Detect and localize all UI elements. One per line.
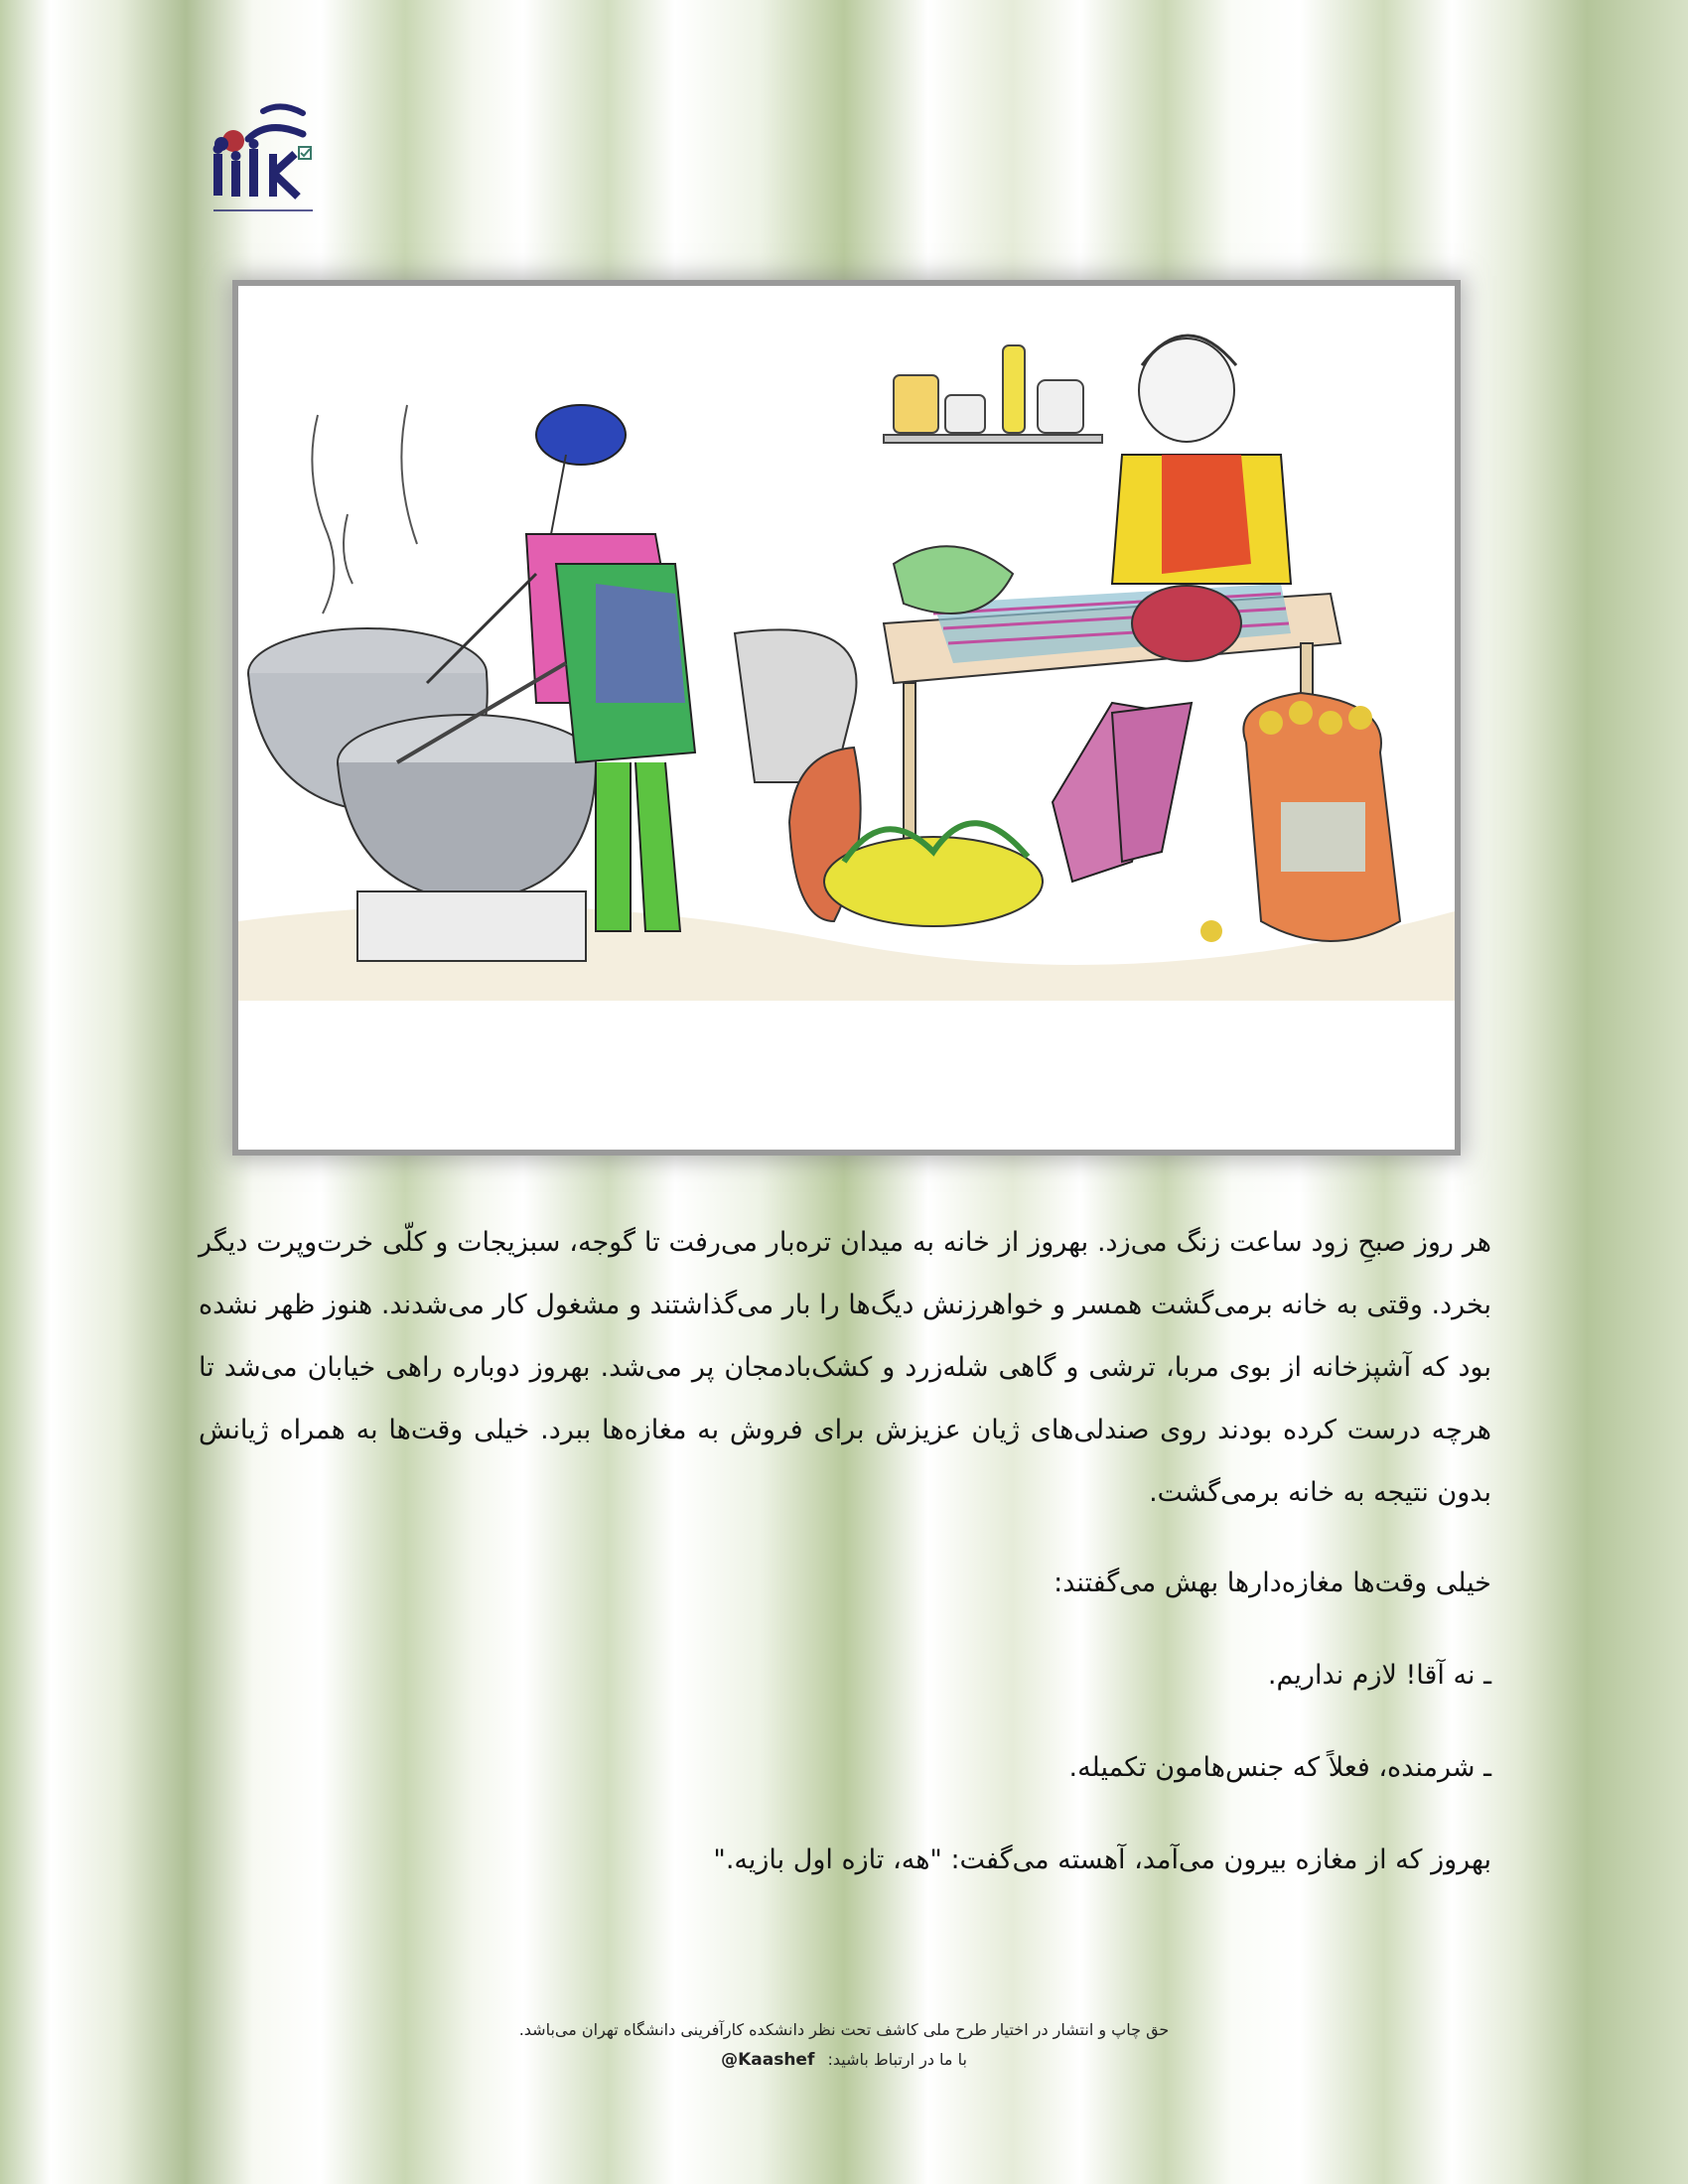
kitchen-illustration-icon <box>238 286 1455 1150</box>
kaashef-logo-icon <box>204 99 323 233</box>
kitchen-illustration <box>238 286 1455 1150</box>
footer <box>0 2015 1688 2075</box>
story-line-5: بهروز که از مغازه بیرون می‌آمد، آهسته می‌گفت: "هه، تازه اول بازیه." <box>713 1844 1491 1875</box>
social-handle[interactable]: @Kaashef <box>721 2050 815 2070</box>
copyright-note: حق چاپ و انتشار در اختیار طرح ملی کاشف تحت نظر دانشکده کارآفرینی دانشگاه تهران می‌باشد. <box>518 2020 1170 2039</box>
story-line-2: خیلی وقت‌ها مغازه‌دارها بهش می‌گفتند: <box>1054 1568 1491 1598</box>
contact-label: با ما در ارتباط باشید: <box>827 2050 967 2069</box>
story-line-4: ـ شرمنده، فعلاً که جنس‌هامون تکمیله. <box>1068 1752 1491 1783</box>
story-line-3: ـ نه آقا! لازم نداریم. <box>1267 1660 1491 1691</box>
story-text <box>199 1211 1491 1921</box>
kaashef-logo <box>204 99 323 233</box>
contact-line <box>0 2045 1688 2075</box>
story-paragraph-1: هر روز صبحِ زود ساعت زنگ می‌زد. بهروز از خانه به میدان تره‌بار می‌رفت تا گوجه، سبزیجات و کلّی خرت‌وپرت دیگر بخرد. وقتی به خانه برمی‌گشت همسر و خواهرزنش دیگ‌ها را بار می‌گذاشتند و مشغول کار می‌شدند. هنوز ظهر نشده بود که آشپزخانه از بوی مربا، ترشی و گاهی شله‌زرد و کشک‌بادمجان پر می‌شد. بهروز دوباره راهی خیابان می‌شد تا هرچه درست کرده بودند روی صندلی‌های ژیان عزیزش برای فروش به مغازه‌ها ببرد. خیلی وقت‌ها به همراه ژیانش بدون نتیجه به خانه برمی‌گشت. <box>199 1227 1491 1508</box>
